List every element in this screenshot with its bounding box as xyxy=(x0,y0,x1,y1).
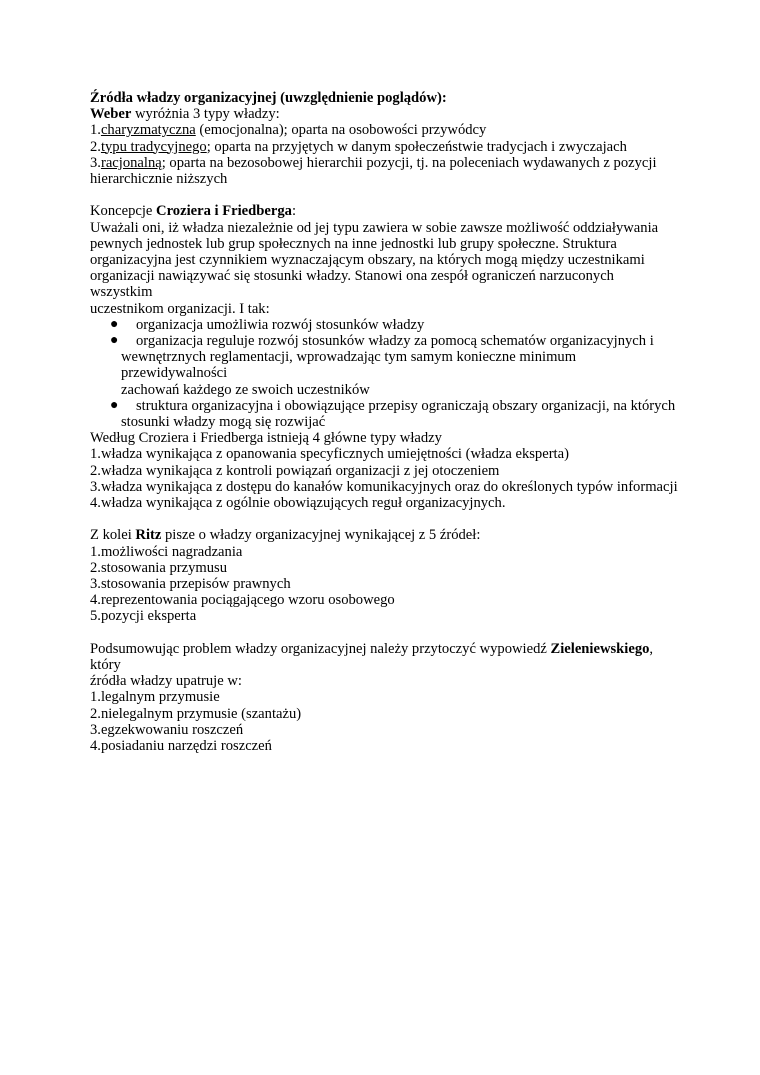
weber-item-3-text: ; oparta na bezosobowej hierarchii pozycji, tj. na poleceniach wydawanych z pozycji xyxy=(161,154,657,171)
list-item: 4.reprezentowania pociągającego wzoru osobowego xyxy=(90,592,395,609)
bullet-icon: ● xyxy=(110,333,119,349)
list-item xyxy=(90,398,680,430)
zieleniewski-list xyxy=(90,689,680,754)
ritz-name: Ritz xyxy=(135,527,162,544)
bullet-text: wewnętrznych reglamentacji, wprowadzając tym samym konieczne minimum przewidywalności xyxy=(121,349,577,382)
zieleniewski-name: Zieleniewskiego xyxy=(550,640,650,657)
list-item: 3.stosowania przepisów prawnych xyxy=(90,576,291,593)
crozier-paragraph-line: pewnych jednostek lub grup społecznych na inne jednostki lub grupy społeczne. Struktura xyxy=(90,235,617,252)
ritz-prefix: Z kolei xyxy=(90,527,136,544)
crozier-paragraph-line: Uważali oni, iż władza niezależnie od jej typu zawiera w sobie zawsze możliwość oddziaływania xyxy=(90,219,659,236)
list-number: 3. xyxy=(90,154,101,171)
weber-term-1: charyzmatyczna xyxy=(100,122,196,139)
weber-item-1-text: (emocjonalna); oparta na osobowości przywódcy xyxy=(195,122,487,139)
ritz-intro xyxy=(90,527,680,543)
ritz-list xyxy=(90,544,680,625)
weber-item-1 xyxy=(90,122,680,138)
list-item xyxy=(90,317,680,333)
crozier-bullet-list xyxy=(90,317,680,430)
weber-intro xyxy=(90,106,680,122)
list-item: 4.posiadaniu narzędzi roszczeń xyxy=(90,738,272,755)
zieleniewski-prefix: Podsumowując problem władzy organizacyjnej należy przytoczyć wypowiedź xyxy=(90,640,551,657)
weber-term-3: racjonalną xyxy=(100,154,162,171)
list-item: 1.możliwości nagradzania xyxy=(90,543,243,560)
list-item xyxy=(90,333,680,398)
bullet-text: zachowań każdego ze swoich uczestników xyxy=(121,381,370,398)
bullet-text: stosunki władzy mogą się rozwijać xyxy=(121,414,326,431)
list-item: 2.stosowania przymusu xyxy=(90,559,228,576)
weber-item-3-continuation: hierarchicznie niższych xyxy=(90,171,228,188)
zieleniewski-suffix: , który xyxy=(90,640,654,674)
ritz-suffix: pisze o władzy organizacyjnej wynikającej z 5 źródeł: xyxy=(161,527,481,544)
page-title: Źródła władzy organizacyjnej (uwzględnienie poglądów): xyxy=(90,90,447,106)
crozier-types-list xyxy=(90,446,680,511)
bullet-text: organizacja umożliwia rozwój stosunków władzy xyxy=(136,316,425,333)
list-item: 2.nielegalnym przymusie (szantażu) xyxy=(90,705,302,722)
weber-item-3 xyxy=(90,155,680,171)
crozier-suffix: : xyxy=(291,203,296,220)
list-item: 1.władza wynikająca z opanowania specyficznych umiejętności (władza eksperta) xyxy=(90,446,569,463)
bullet-icon: ● xyxy=(110,316,119,332)
list-item: 2.władza wynikająca z kontroli powiązań organizacji z jej otoczeniem xyxy=(90,462,500,479)
weber-intro-text: wyróżnia 3 typy władzy: xyxy=(131,106,280,123)
list-item: 4.władza wynikająca z ogólnie obowiązujących reguł organizacyjnych. xyxy=(90,495,506,512)
zieleniewski-intro xyxy=(90,641,680,673)
crozier-names: Croziera i Friedberga xyxy=(156,203,292,220)
list-item: 3.władza wynikająca z dostępu do kanałów komunikacyjnych oraz do określonych typów informacji xyxy=(90,478,678,495)
zieleniewski-intro-line-2: źródła władzy upatruje w: xyxy=(90,673,242,690)
crozier-types-intro: Według Croziera i Friedberga istnieją 4 główne typy władzy xyxy=(90,430,442,447)
crozier-heading xyxy=(90,203,680,219)
bullet-text: struktura organizacyjna i obowiązujące przepisy ograniczają obszary organizacji, na których xyxy=(136,397,676,414)
weber-item-2-text: ; oparta na przyjętych w danym społeczeństwie tradycjach i zwyczajach xyxy=(206,138,627,155)
bullet-text: organizacja reguluje rozwój stosunków władzy za pomocą schematów organizacyjnych i xyxy=(136,333,654,350)
weber-name: Weber xyxy=(90,106,132,123)
list-number: 2. xyxy=(90,138,101,155)
list-number: 1. xyxy=(90,122,101,139)
document-content xyxy=(90,90,680,754)
list-item: 3.egzekwowaniu roszczeń xyxy=(90,721,244,738)
weber-term-2: typu tradycyjnego xyxy=(100,138,207,155)
weber-item-2 xyxy=(90,139,680,155)
list-item: 1.legalnym przymusie xyxy=(90,689,220,706)
list-item: 5.pozycji eksperta xyxy=(90,608,197,625)
crozier-paragraph-line: uczestnikom organizacji. I tak: xyxy=(90,300,270,317)
crozier-paragraph-line: organizacyjna jest czynnikiem wyznaczającym obszary, na których mogą między uczestnikami xyxy=(90,252,645,269)
bullet-icon: ● xyxy=(110,397,119,413)
crozier-paragraph-line: organizacji nawiązywać się stosunki władzy. Stanowi ona zespół ograniczeń narzuconych wszystkim xyxy=(90,268,614,301)
crozier-prefix: Koncepcje xyxy=(90,203,157,220)
